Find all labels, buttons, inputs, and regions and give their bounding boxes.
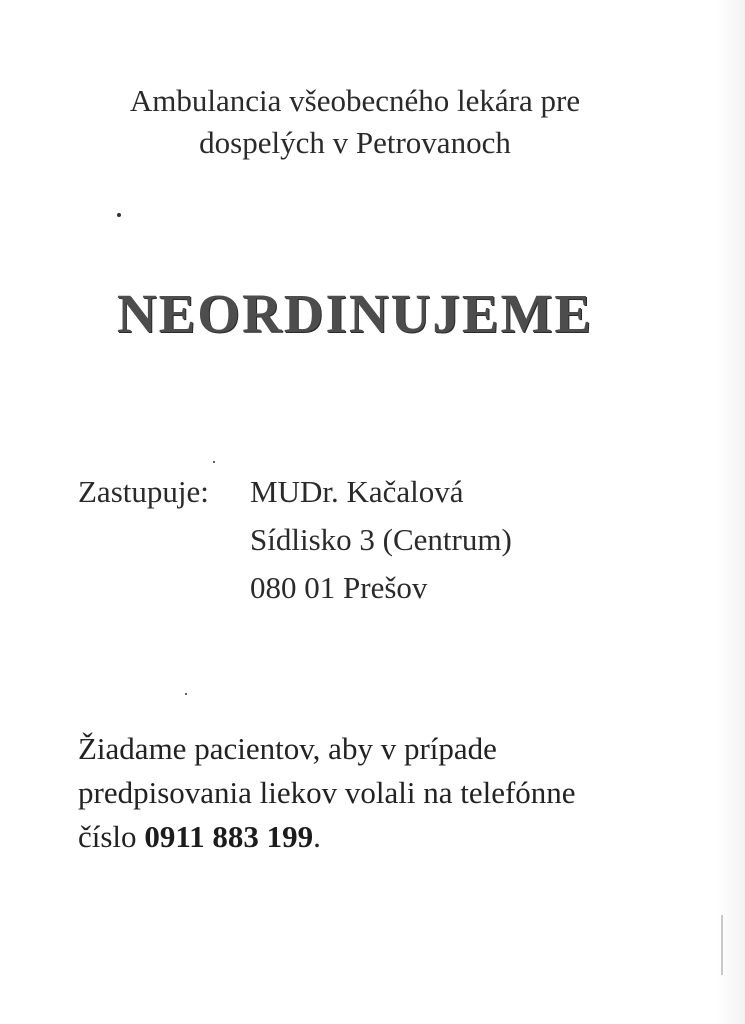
notice-line-2: predpisovania liekov volali na telefónne bbox=[78, 775, 576, 810]
notice-phone-suffix: . bbox=[313, 819, 321, 854]
substitute-city: 080 01 Prešov bbox=[250, 570, 428, 605]
scan-speck bbox=[117, 213, 121, 217]
clinic-header-line-2: dospelých v Petrovanoch bbox=[199, 125, 511, 160]
clinic-header bbox=[0, 80, 710, 164]
phone-number: 0911 883 199 bbox=[144, 819, 314, 854]
substitute-street: Sídlisko 3 (Centrum) bbox=[250, 522, 512, 557]
substitute-label: Zastupuje: bbox=[78, 474, 209, 509]
clinic-header-line-1: Ambulancia všeobecného lekára pre bbox=[129, 83, 581, 118]
prescription-notice bbox=[78, 727, 698, 859]
notice-line-1: Žiadame pacientov, aby v prípade bbox=[78, 731, 497, 766]
notice-line-3 bbox=[78, 815, 698, 859]
page-edge-mark bbox=[721, 915, 723, 975]
closed-heading: NEORDINUJEME bbox=[116, 283, 594, 344]
scan-speck bbox=[185, 693, 187, 695]
notice-phone-prefix: číslo bbox=[78, 819, 145, 854]
substitute-doctor-name: MUDr. Kačalová bbox=[250, 474, 464, 509]
substitute-address bbox=[250, 468, 512, 612]
scan-speck bbox=[213, 461, 215, 463]
page-edge-shadow bbox=[717, 0, 745, 1024]
